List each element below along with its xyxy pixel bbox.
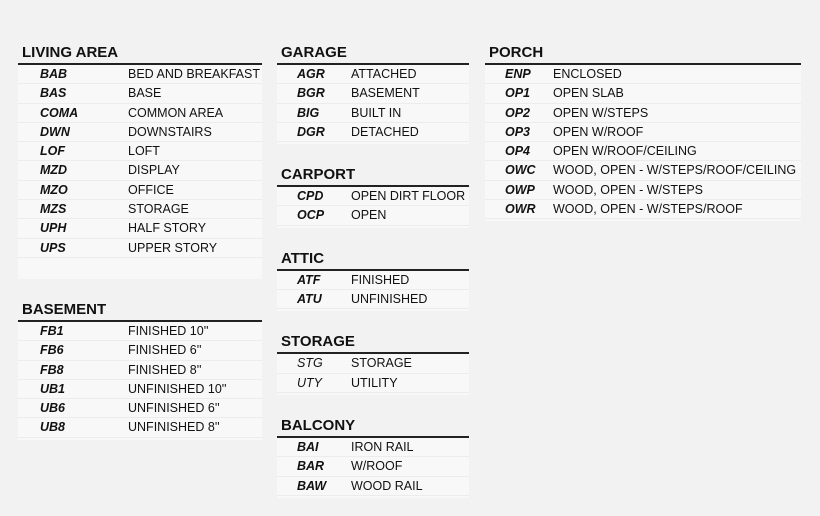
row-description: BED AND BREAKFAST	[128, 67, 260, 81]
table-row	[18, 123, 262, 142]
rows-carport	[277, 187, 469, 228]
row-code: STG	[297, 356, 323, 371]
row-code: OWC	[505, 163, 536, 178]
section-title-storage: STORAGE	[277, 329, 469, 354]
row-code: MZO	[40, 182, 68, 197]
table-row	[18, 181, 262, 200]
row-code: OP1	[505, 86, 531, 101]
row-description: OPEN W/STEPS	[553, 105, 649, 120]
row-description: OPEN SLAB	[553, 86, 624, 101]
section-porch	[485, 40, 801, 221]
section-title-garage: GARAGE	[277, 40, 469, 65]
row-description: UNFINISHED	[351, 292, 428, 307]
section-attic	[277, 246, 469, 312]
rows-attic	[277, 271, 469, 312]
row-description: FINISHED	[351, 272, 410, 287]
table-row	[18, 219, 262, 238]
row-code: OP2	[505, 105, 531, 120]
table-row	[277, 477, 469, 496]
row-code: OCP	[297, 208, 325, 223]
row-code: LOF	[40, 144, 65, 159]
row-code: UPS	[40, 240, 66, 255]
row-code: MZD	[40, 163, 68, 178]
row-code: UTY	[297, 375, 322, 390]
table-row	[485, 65, 801, 84]
row-code: BAS	[40, 86, 67, 101]
table-row	[18, 200, 262, 219]
row-code: BIG	[297, 105, 320, 120]
row-code: COMA	[40, 105, 79, 120]
rows-balcony	[277, 438, 469, 498]
row-description: WOOD, OPEN - W/STEPS/ROOF	[553, 202, 743, 217]
row-description: BUILT IN	[351, 105, 402, 120]
table-row	[277, 84, 469, 103]
section-storage	[277, 329, 469, 395]
table-row	[18, 341, 262, 360]
row-code: FB8	[40, 362, 64, 377]
section-title-porch: PORCH	[485, 40, 801, 65]
row-description: UTILITY	[351, 375, 398, 390]
table-row	[18, 84, 262, 103]
section-living-area	[18, 40, 262, 279]
table-row	[18, 418, 262, 437]
row-description: FINISHED 10''	[128, 323, 209, 338]
row-code: DGR	[297, 124, 325, 139]
section-title-basement: BASEMENT	[18, 297, 262, 322]
row-description: STORAGE	[351, 356, 412, 371]
table-row	[18, 399, 262, 418]
row-description: FINISHED 8''	[128, 362, 202, 377]
row-code: DWN	[40, 124, 70, 139]
table-row	[18, 322, 262, 341]
column-left	[18, 40, 262, 458]
row-code: ATU	[297, 292, 322, 307]
row-code: BAR	[297, 459, 325, 474]
table-row	[485, 84, 801, 103]
row-description: ENCLOSED	[553, 67, 622, 81]
row-description: DISPLAY	[128, 163, 180, 178]
row-code: MZS	[40, 202, 67, 217]
row-description: COMMON AREA	[128, 105, 224, 120]
row-description: HALF STORY	[128, 221, 207, 236]
section-balcony	[277, 413, 469, 498]
row-description: UNFINISHED 6''	[128, 401, 220, 416]
table-row	[18, 104, 262, 123]
row-description: OFFICE	[128, 182, 174, 197]
row-code: BAB	[40, 67, 68, 81]
row-code: BGR	[297, 86, 325, 101]
row-description: WOOD, OPEN - W/STEPS/ROOF/CEILING	[553, 163, 797, 178]
row-code: ENP	[505, 67, 531, 81]
row-code: ATF	[297, 272, 321, 287]
table-row	[18, 65, 262, 84]
row-code: UB1	[40, 381, 66, 396]
rows-basement	[18, 322, 262, 440]
table-row	[485, 104, 801, 123]
row-description: OPEN W/ROOF	[553, 124, 644, 139]
section-title-attic: ATTIC	[277, 246, 469, 271]
row-code: BAW	[297, 478, 327, 493]
table-row	[18, 361, 262, 380]
table-row	[485, 181, 801, 200]
section-title-living-area: LIVING AREA	[18, 40, 262, 65]
row-code: OWP	[505, 182, 535, 197]
table-row	[277, 457, 469, 476]
row-description: UNFINISHED 10''	[128, 381, 227, 396]
table-row	[485, 161, 801, 180]
rows-living-area	[18, 65, 262, 260]
row-description: LOFT	[128, 144, 160, 159]
section-title-carport: CARPORT	[277, 162, 469, 187]
row-code: BAI	[297, 439, 319, 454]
row-code: UPH	[40, 221, 67, 236]
section-basement	[18, 297, 262, 440]
table-row	[277, 290, 469, 309]
spacer	[18, 260, 262, 279]
table-row	[18, 380, 262, 399]
row-description: IRON RAIL	[351, 439, 414, 454]
table-row	[18, 142, 262, 161]
column-right	[485, 40, 801, 239]
row-description: BASE	[128, 86, 162, 101]
row-code: AGR	[297, 67, 325, 81]
row-description: DOWNSTAIRS	[128, 124, 212, 139]
table-row	[277, 438, 469, 457]
row-description: WOOD, OPEN - W/STEPS	[553, 182, 704, 197]
rows-porch	[485, 65, 801, 221]
row-description: BASEMENT	[351, 86, 420, 101]
row-code: FB6	[40, 343, 64, 358]
row-description: OPEN W/ROOF/CEILING	[553, 144, 697, 159]
row-description: STORAGE	[128, 202, 189, 217]
section-carport	[277, 162, 469, 228]
table-row	[277, 271, 469, 290]
table-row	[485, 142, 801, 161]
row-description: OPEN DIRT FLOOR	[351, 189, 466, 204]
row-code: FB1	[40, 323, 64, 338]
row-description: WOOD RAIL	[351, 478, 423, 493]
table-row	[485, 123, 801, 142]
row-code: CPD	[297, 189, 324, 204]
column-middle	[277, 40, 469, 516]
table-row	[485, 200, 801, 219]
row-code: OWR	[505, 202, 536, 217]
rows-storage	[277, 354, 469, 395]
row-description: W/ROOF	[351, 459, 403, 474]
table-row	[277, 65, 469, 84]
row-description: FINISHED 6''	[128, 343, 202, 358]
table-row	[277, 123, 469, 142]
table-row	[277, 354, 469, 373]
row-code: UB8	[40, 420, 66, 435]
row-code: UB6	[40, 401, 66, 416]
section-garage	[277, 40, 469, 144]
table-row	[277, 206, 469, 225]
row-description: UPPER STORY	[128, 240, 218, 255]
table-row	[18, 239, 262, 258]
section-title-balcony: BALCONY	[277, 413, 469, 438]
table-row	[277, 187, 469, 206]
row-description: OPEN	[351, 208, 387, 223]
row-code: OP4	[505, 144, 531, 159]
table-row	[277, 104, 469, 123]
row-description: UNFINISHED 8''	[128, 420, 220, 435]
rows-garage	[277, 65, 469, 144]
table-row	[277, 374, 469, 393]
row-description: DETACHED	[351, 124, 419, 139]
table-row	[18, 161, 262, 180]
row-description: ATTACHED	[351, 67, 417, 81]
row-code: OP3	[505, 124, 531, 139]
